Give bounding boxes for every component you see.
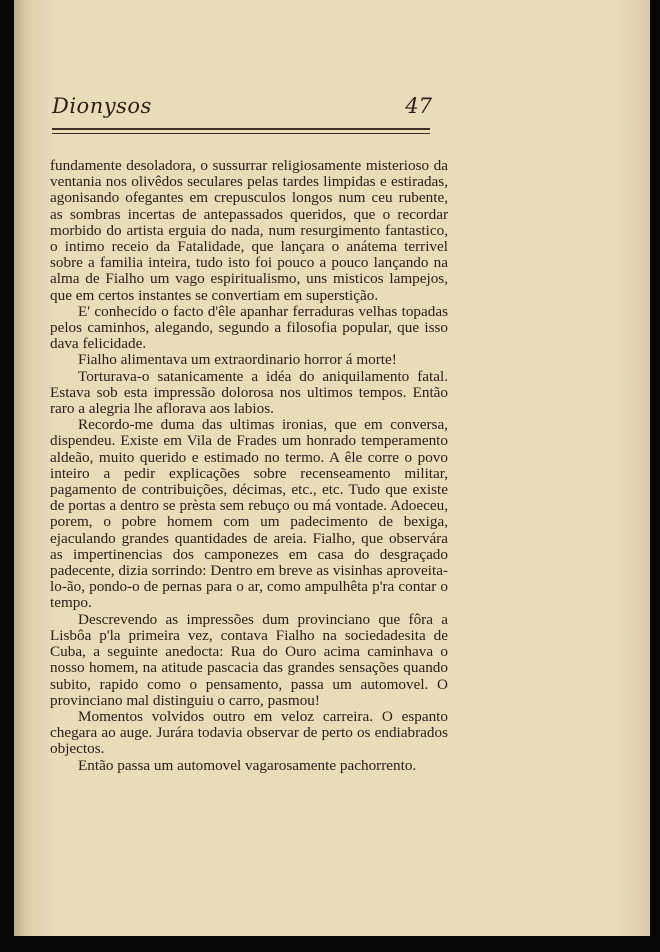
header-rule-thin [52, 133, 430, 134]
paragraph: Fialho alimentava um extraordinario horror á morte! [78, 351, 397, 369]
running-header [52, 94, 432, 124]
paragraph: Momentos volvidos outro em veloz carreira. O espanto chegara ao auge. Jurára todavia observar de perto os endiabrados objectos. [50, 707, 448, 758]
running-title: Dionysos [52, 94, 152, 118]
page-gutter [14, 0, 36, 936]
paragraph: E' conhecido o facto d'êle apanhar ferraduras velhas topadas pelos caminhos, alegando, segundo a filosofia popular, que isso dava felicidade. [50, 302, 448, 353]
paragraph: Então passa um automovel vagarosamente pachorrento. [78, 756, 417, 774]
paragraph: Torturava-o satanicamente a idéa do aniquilamento fatal. Estava sob esta impressão dolorosa nos ultimos tempos. Então raro a alegria lhe aflorava aos labios. [50, 367, 448, 418]
page-number: 47 [405, 94, 432, 118]
body-text [50, 158, 448, 774]
paragraph: Recordo-me duma das ultimas ironias, que em conversa, dispendeu. Existe em Vila de Frades um honrado temperamento aldeão, muito querido e estimado no termo. A êle corre o povo inteiro a pedir explicações sobre recenseamento militar, pagamento de contribuições, décimas, etc., etc. Tudo que existe de portas a dentro se prèsta sem rebuço ou má vontade. Adoeceu, porem, o pobre homem com um padecimento de bexiga, ejaculando grandes quantidades de areia. Fialho, que observára as impertinencias dos camponezes em casa do desgraçado padecente, dizia sorrindo: Dentro em breve as visinhas aproveita-lo-ão, pondo-o de pernas para o ar, como ampulhêta p'ra contar o tempo. [50, 416, 448, 612]
header-rule-thick [52, 128, 430, 130]
paragraph: Descrevendo as impressões dum provinciano que fôra a Lisbôa p'la primeira vez, contava Fialho na sociedadesita de Cuba, a seguinte anedocta: Rua do Ouro acima caminhava o nosso homem, na atitude pascacia das grandes sensações quando subito, rapido como o pensamento, passa um automovel. O provinciano mal distinguiu o carro, pasmou! [50, 610, 448, 709]
paragraph: fundamente desoladora, o sussurrar religiosamente misterioso da ventania nos olivêdos seculares pelas tardes limpidas e estiradas, agonisando ofegantes em crepusculos longos num ceu rubente, as sombras incertas de antepassados queridos, que o recordar morbido do artista erguia do nada, num resurgimento fantastico, o intimo receio da Fatalidade, que lançara o anátema terrivel sobre a familia inteira, tudo isto foi pouco a pouco lançando na alma de Fialho um vago espiritualismo, uns misticos lampejos, que em certos instantes se convertiam em superstição. [50, 157, 448, 304]
